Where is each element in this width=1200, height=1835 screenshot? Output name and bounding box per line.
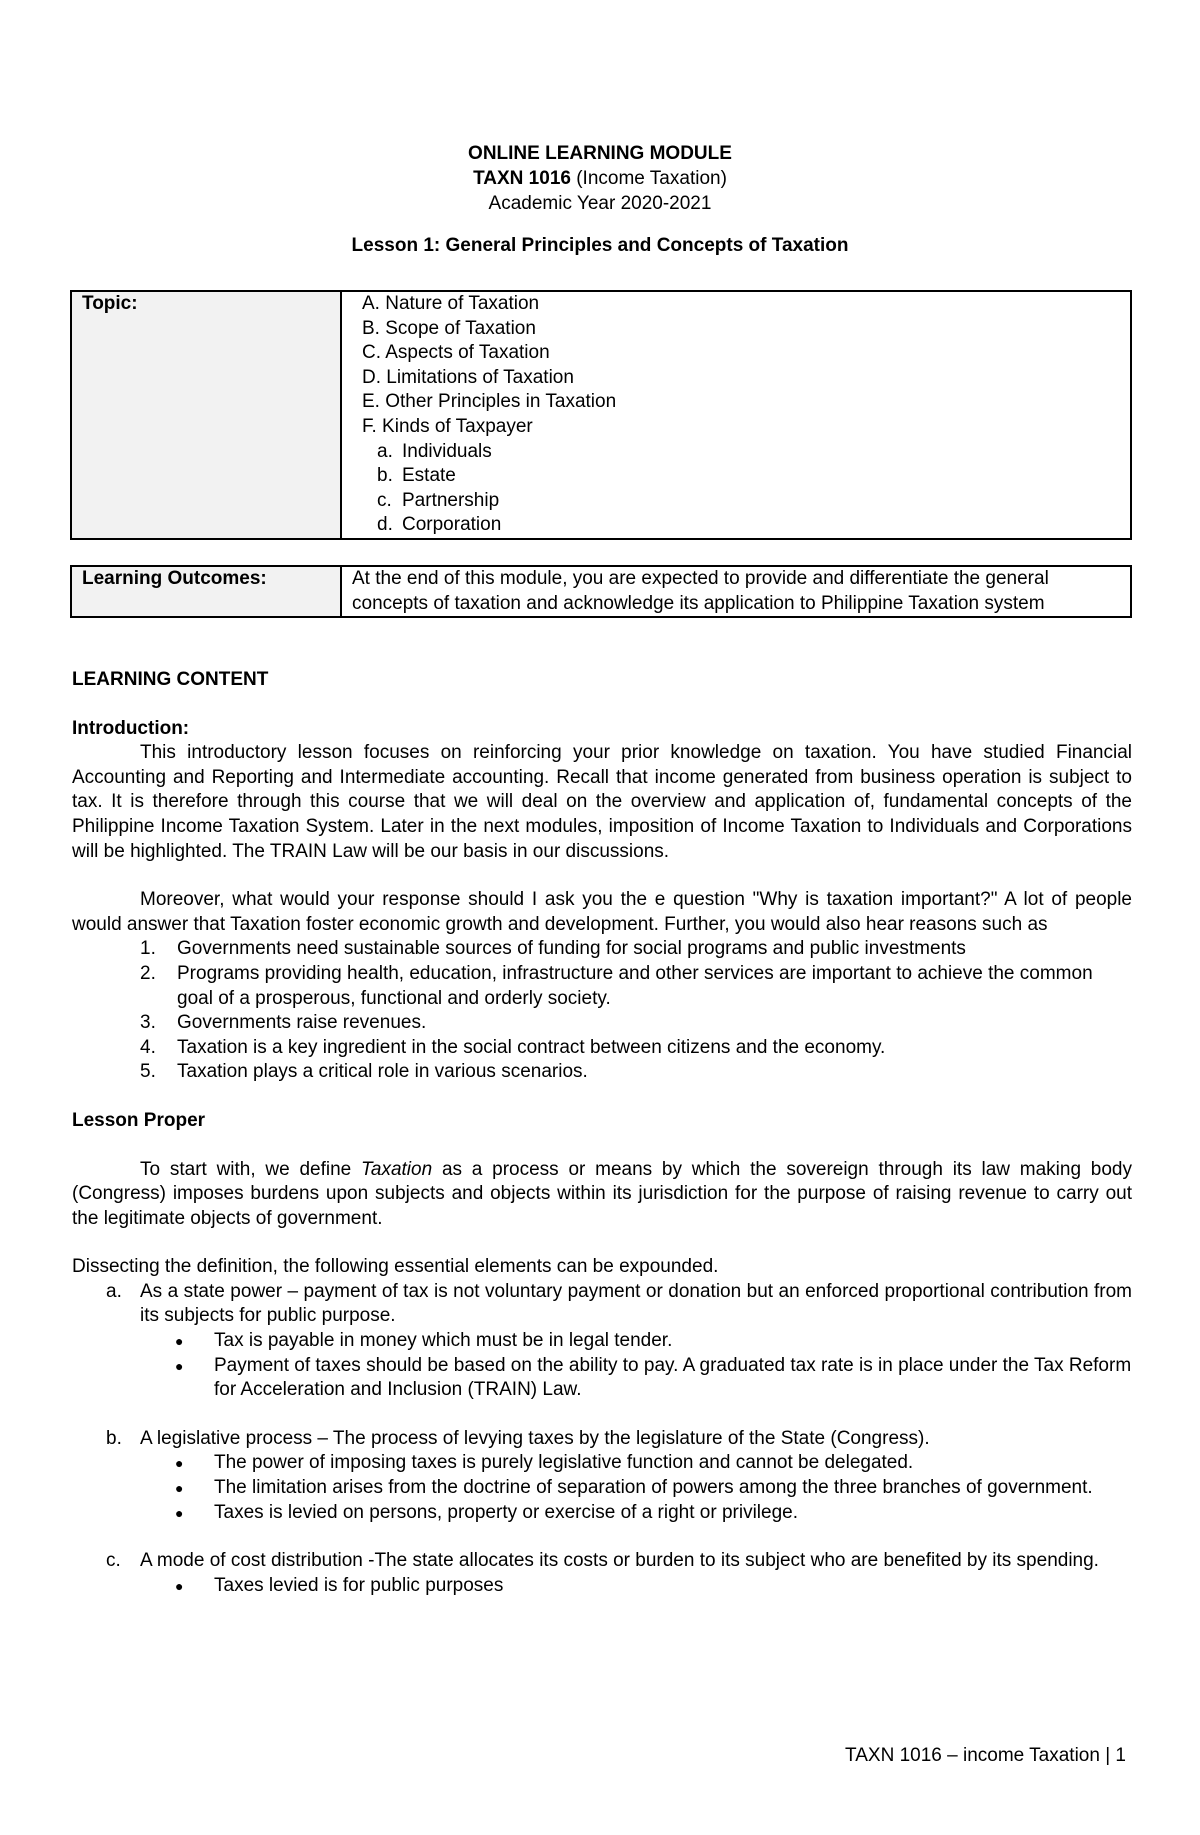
topic-item: D. Limitations of Taxation xyxy=(362,366,574,388)
bullet-text: The power of imposing taxes is purely legislative function and cannot be delegated. xyxy=(214,1452,914,1474)
intro-paragraph-1: This introductory lesson focuses on reinforcing your prior knowledge on taxation. You have studied Financial Accounting and Reporting and Intermediate accounting. Recall that income generated from business operation is subject to tax. It is therefore through this course that we will deal on the overview and application of, fundamental concepts of the Philippine Income Taxation System. Later in the next modules, imposition of Income Taxation to Individuals and Corporations will be highlighted. The TRAIN Law will be our basis in our discussions. xyxy=(72,742,1132,862)
taxpayer-kind-item xyxy=(377,489,1120,514)
course-code: TAXN 1016 xyxy=(473,168,571,189)
topic-item: C. Aspects of Taxation xyxy=(362,342,550,364)
reason-item xyxy=(72,1036,1132,1061)
item-marker: 2. xyxy=(140,962,156,984)
bullet-icon: ● xyxy=(175,1480,184,1497)
element-text: As a state power – payment of tax is not voluntary payment or donation but an enforced proportional contribution from its subjects for public purpose. xyxy=(140,1280,1132,1327)
definition-term: Taxation xyxy=(361,1158,433,1180)
bullet-text: Tax is payable in money which must be in legal tender. xyxy=(214,1330,673,1352)
taxpayer-kind-item xyxy=(377,464,1120,489)
elements-list xyxy=(72,1280,1132,1599)
bullet-icon: ● xyxy=(175,1504,184,1521)
bullet-item xyxy=(72,1501,1132,1526)
course-name: (Income Taxation) xyxy=(576,168,727,189)
item-marker: a. xyxy=(106,1280,122,1302)
bullet-item xyxy=(72,1329,1132,1354)
item-text: Partnership xyxy=(402,489,500,511)
bullet-item xyxy=(72,1574,1132,1599)
bullet-item xyxy=(72,1451,1132,1476)
lesson-proper-heading: Lesson Proper xyxy=(72,1109,206,1131)
reason-item xyxy=(72,1011,1132,1036)
topic-item: E. Other Principles in Taxation xyxy=(362,391,617,413)
item-text: Governments raise revenues. xyxy=(177,1012,427,1034)
reason-item xyxy=(72,962,1132,1011)
element-item xyxy=(72,1280,1132,1403)
element-bullets xyxy=(72,1329,1132,1403)
item-text: Taxation plays a critical role in various scenarios. xyxy=(177,1061,588,1083)
reason-item xyxy=(72,1060,1132,1085)
outcomes-text: At the end of this module, you are expected to provide and differentiate the general concepts of taxation and acknowledge its application to Philippine Taxation system xyxy=(341,566,1131,617)
element-text: A legislative process – The process of levying taxes by the legislature of the State (Congress). xyxy=(140,1427,930,1449)
item-text: Individuals xyxy=(402,440,492,462)
taxpayer-kinds-list xyxy=(352,440,1120,538)
topic-label: Topic: xyxy=(71,291,341,539)
topic-cell xyxy=(341,291,1131,539)
item-marker: d. xyxy=(377,514,393,536)
topic-list xyxy=(352,292,1120,440)
module-title: ONLINE LEARNING MODULE xyxy=(468,143,732,164)
element-bullets xyxy=(72,1574,1132,1599)
taxation-definition xyxy=(72,1158,1132,1232)
bullet-icon: ● xyxy=(175,1357,184,1374)
topic-item: B. Scope of Taxation xyxy=(362,317,536,339)
item-text: Estate xyxy=(402,465,456,487)
item-text: Taxation is a key ingredient in the social contract between citizens and the economy. xyxy=(177,1036,886,1058)
item-text: Governments need sustainable sources of funding for social programs and public investments xyxy=(177,938,966,960)
definition-pre: To start with, we define xyxy=(140,1158,362,1180)
element-text: A mode of cost distribution -The state allocates its costs or burden to its subject who are benefited by its spending. xyxy=(140,1550,1099,1572)
bullet-icon: ● xyxy=(175,1577,184,1594)
intro-paragraph-2: Moreover, what would your response should I ask you the e question "Why is taxation important?" A lot of people would answer that Taxation foster economic growth and development. Further, you would also hear reasons such as xyxy=(72,889,1132,935)
topic-item: F. Kinds of Taxpayer xyxy=(362,415,533,437)
element-bullets xyxy=(72,1451,1132,1525)
bullet-text: Taxes is levied on persons, property or exercise of a right or privilege. xyxy=(214,1501,798,1523)
element-item xyxy=(72,1549,1132,1598)
topic-table xyxy=(70,290,1132,540)
topic-item: A. Nature of Taxation xyxy=(362,293,540,314)
outcomes-table xyxy=(70,565,1132,618)
item-marker: c. xyxy=(106,1550,121,1572)
item-marker: 3. xyxy=(140,1012,156,1034)
bullet-text: Taxes levied is for public purposes xyxy=(214,1574,504,1596)
learning-content-heading: LEARNING CONTENT xyxy=(72,669,269,690)
reasons-list xyxy=(72,937,1132,1085)
taxpayer-kind-item xyxy=(377,513,1120,538)
item-marker: a. xyxy=(377,440,393,462)
page-footer: TAXN 1016 – income Taxation | 1 xyxy=(845,1745,1126,1766)
learning-content xyxy=(72,668,1132,1598)
element-item xyxy=(72,1427,1132,1525)
bullet-icon: ● xyxy=(175,1455,184,1472)
item-marker: 5. xyxy=(140,1061,156,1083)
academic-year: Academic Year 2020-2021 xyxy=(488,193,712,214)
bullet-text: The limitation arises from the doctrine of separation of powers among the three branches of government. xyxy=(214,1477,1093,1499)
definition-post: as a process or means by which the sovereign through its law making body (Congress) imposes burdens upon subjects and objects within its jurisdiction for the purpose of raising revenue to carry out the legitimate objects of government. xyxy=(72,1158,1132,1229)
item-marker: 4. xyxy=(140,1036,156,1058)
outcomes-label: Learning Outcomes: xyxy=(71,566,341,617)
introduction-heading: Introduction: xyxy=(72,717,190,739)
reason-item xyxy=(72,937,1132,962)
item-marker: b. xyxy=(106,1427,122,1449)
item-marker: b. xyxy=(377,465,393,487)
bullet-item xyxy=(72,1354,1132,1403)
lesson-title: Lesson 1: General Principles and Concepts of Taxation xyxy=(351,235,849,256)
item-marker: 1. xyxy=(140,938,156,960)
taxpayer-kind-item xyxy=(377,440,1120,465)
course-line xyxy=(0,166,1200,191)
bullet-text: Payment of taxes should be based on the ability to pay. A graduated tax rate is in place under the Tax Reform for Acceleration and Inclusion (TRAIN) Law. xyxy=(214,1354,1132,1401)
item-marker: c. xyxy=(377,489,392,511)
document-header xyxy=(0,141,1200,258)
bullet-icon: ● xyxy=(175,1333,184,1350)
bullet-item xyxy=(72,1476,1132,1501)
item-text: Corporation xyxy=(402,514,502,536)
item-text: Programs providing health, education, infrastructure and other services are important to achieve the common goal of a prosperous, functional and orderly society. xyxy=(177,962,1093,1009)
dissect-paragraph: Dissecting the definition, the following essential elements can be expounded. xyxy=(72,1256,719,1278)
